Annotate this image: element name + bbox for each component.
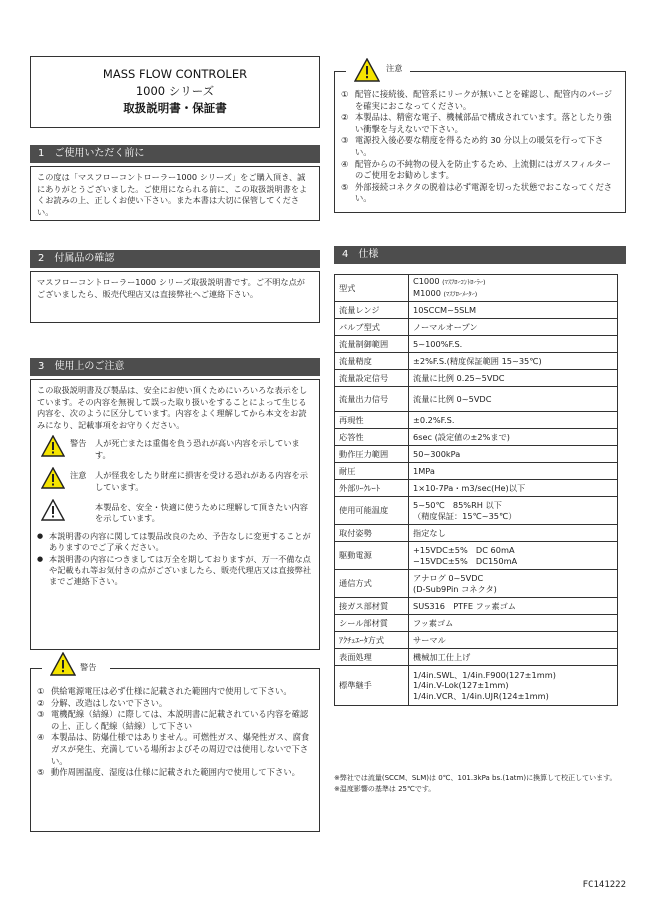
spec-row: 使用可能温度 5~50℃ 85%RH 以下 （精度保証：15℃~35℃） (335, 497, 618, 525)
section-3-intro: この取扱説明書及び製品は、安全にお使い頂くためにいろいろな表示をしています。その内容を無視して誤った取り扱いをすることによって生じる内容を、次のように区分しています。内容をよく理解してから本文をお読みになり、記載事項をお守りください。 (37, 385, 308, 430)
caution-item: ④ 配管からの不純物の侵入を防止するため、上流側にはガスフィルターのご使用をお勧めします。 (341, 158, 611, 181)
caution-panel-triangle-icon (354, 58, 380, 82)
warning-triangle-icon (41, 435, 65, 457)
warning-item: ② 分解、改造はしないで下さい。 (37, 697, 168, 708)
spec-row: 標準継手 1/4in.SWL、1/4in.F900(127±1mm) 1/4in.V-Lok(127±1mm) 1/4in.VCR、1/4in.UJR(124±1mm) (335, 666, 618, 706)
warning-panel-triangle-icon (50, 652, 76, 676)
spec-row: 流量精度 ±2%F.S.(精度保証範囲 15~35℃) (335, 353, 618, 370)
section-3-body (30, 379, 320, 650)
spec-row: バルブ型式 ノーマルオープン (335, 319, 618, 336)
spec-row: 再現性 ±0.2%F.S. (335, 412, 618, 429)
spec-note-1: ※弊社では流量(SCCM、SLM)は 0℃、101.3kPa bs.(1atm)に換算して校正しています。 (334, 774, 617, 782)
spec-table (334, 274, 618, 706)
title-line-2: 1000 シリーズ (135, 84, 215, 98)
title-line-3: 取扱説明書・保証書 (123, 101, 227, 115)
warning-list (37, 686, 313, 779)
spec-row: 取付姿勢 指定なし (335, 525, 618, 542)
spec-row: 外部ﾘｰｸﾚｰﾄ 1×10-7Pa・m3/sec(He)以下 (335, 480, 618, 497)
section-2-body: マスフローコントローラー1000 シリーズ取扱説明書です。ご不明な点がございましたら、販売代理店又は直接弊社へご連絡下さい。 (30, 271, 320, 323)
spec-row: 応答性 6sec (設定値の±2%まで) (335, 429, 618, 446)
safety-legend-row (37, 499, 313, 525)
spec-row: 流量制御範囲 5~100%F.S. (335, 336, 618, 353)
warning-item: ① 供給電源電圧は必ず仕様に記載された範囲内で使用して下さい。 (37, 686, 292, 696)
spec-row: 流量設定信号 流量に比例 0.25~5VDC (335, 370, 618, 387)
title-line-1: MASS FLOW CONTROLER (102, 67, 248, 81)
section-1-body: この度は「マスフローコントローラー1000 シリーズ」をご購入頂き、誠にありがとうございました。ご使用になられる前に、この取扱説明書をよくお読みの上、正しくお使い下さい。また本書は大切に保管してください。 (30, 166, 320, 221)
warning-item: ⑤ 動作周囲温度、湿度は仕様に記載された範囲内で使用して下さい。 (37, 767, 300, 778)
spec-row: 接ガス部材質 SUS316 PTFE フッ素ゴム (335, 598, 618, 615)
warning-legend-label: 警告 (70, 438, 87, 449)
spec-row: 駆動電源 +15VDC±5% DC 60mA −15VDC±5% DC150mA (335, 542, 618, 570)
spec-row: 耐圧 1MPa (335, 463, 618, 480)
spec-notes (334, 773, 626, 795)
caution-item: ⑤ 外部接続コネクタの脱着は必ず電源を切った状態でおこなってください。 (341, 181, 613, 204)
spec-row: 通信方式 アナログ 0~5VDC (D-Sub9Pin コネクタ) (335, 570, 618, 598)
spec-key: 型式 (335, 275, 409, 302)
spec-row: 流量レンジ 10SCCM~5SLM (335, 302, 618, 319)
spec-row: 流量出力信号 流量に比例 0~5VDC (335, 387, 618, 412)
section-1-heading: 1 ご使用いただく前に (30, 145, 320, 163)
caution-legend-row (37, 467, 313, 493)
caution-legend-text: 人が怪我をしたり財産に損害を受ける恐れがある内容を示しています。 (95, 470, 308, 492)
caution-item: ② 本製品は、精密な電子、機械部品で構成されています。落としたり強い衝撃を与えないで下さい。 (341, 112, 612, 134)
safety-legend-text: 本製品を、安全・快適に使うために理解して頂きたい内容を示しています。 (95, 502, 308, 524)
warning-item: ④ 本製品は、防爆仕様ではありません。可燃性ガス、爆発性ガス、腐食ガスが発生、充満している場所およびその周辺では使用しないで下さい。 (37, 732, 310, 766)
warning-legend-row (37, 435, 313, 461)
notice-bullet-2: ● 本説明書の内容につきましては万全を期しておりますが、万一不備な点や記載もれ等お気付きの点がございましたら、販売代理店又は直接弊社までご連絡下さい。 (37, 554, 313, 588)
document-code: FC141222 (582, 880, 626, 890)
document-title-box (30, 56, 320, 128)
safety-triangle-icon (41, 499, 65, 521)
section-4-heading: 4 仕様 (334, 246, 626, 264)
notice-bullets (37, 531, 313, 588)
caution-panel (334, 71, 626, 213)
caution-list (341, 89, 619, 205)
spec-row (335, 275, 618, 302)
caution-item: ③ 電源投入後必要な精度を得るため約 30 分以上の暖気を行って下さい。 (341, 135, 604, 157)
spec-row: シール部材質 フッ素ゴム (335, 615, 618, 632)
warning-panel (30, 668, 320, 832)
section-3-heading: 3 使用上のご注意 (30, 358, 320, 376)
section-2-heading: 2 付属品の確認 (30, 250, 320, 268)
spec-note-2: ※温度影響の基準は 25℃です。 (334, 785, 436, 793)
spec-row: 動作圧力範囲 50~300kPa (335, 446, 618, 463)
caution-legend-label: 注意 (70, 470, 87, 481)
caution-panel-label: 注意 (386, 63, 403, 73)
warning-legend-text: 人が死亡または重傷を負う恐れが高い内容を示しています。 (95, 438, 300, 460)
spec-row: ｱｸﾁｭｴｰﾀ方式 サーマル (335, 632, 618, 649)
spec-value: C1000 (ﾏｽﾌﾛｰｺﾝﾄﾛｰﾗｰ) M1000 (ﾏｽﾌﾛｰﾒｰﾀｰ) (409, 275, 618, 302)
caution-triangle-icon (41, 467, 65, 489)
caution-item: ① 配管に接続後、配管系にリークが無いことを確認し、配管内のパージを確実におこなってください。 (341, 89, 613, 111)
spec-row: 表面処理 機械加工仕上げ (335, 649, 618, 666)
notice-bullet-1: ● 本説明書の内容に関しては製品改良のため、予告なしに変更することがありますのでご了承ください。 (37, 531, 313, 554)
warning-panel-label: 警告 (80, 662, 97, 672)
warning-item: ③ 電機配線（結線）に際しては、本説明書に記載されている内容を確認の上、正しく配線（結線）して下さい (37, 709, 309, 731)
